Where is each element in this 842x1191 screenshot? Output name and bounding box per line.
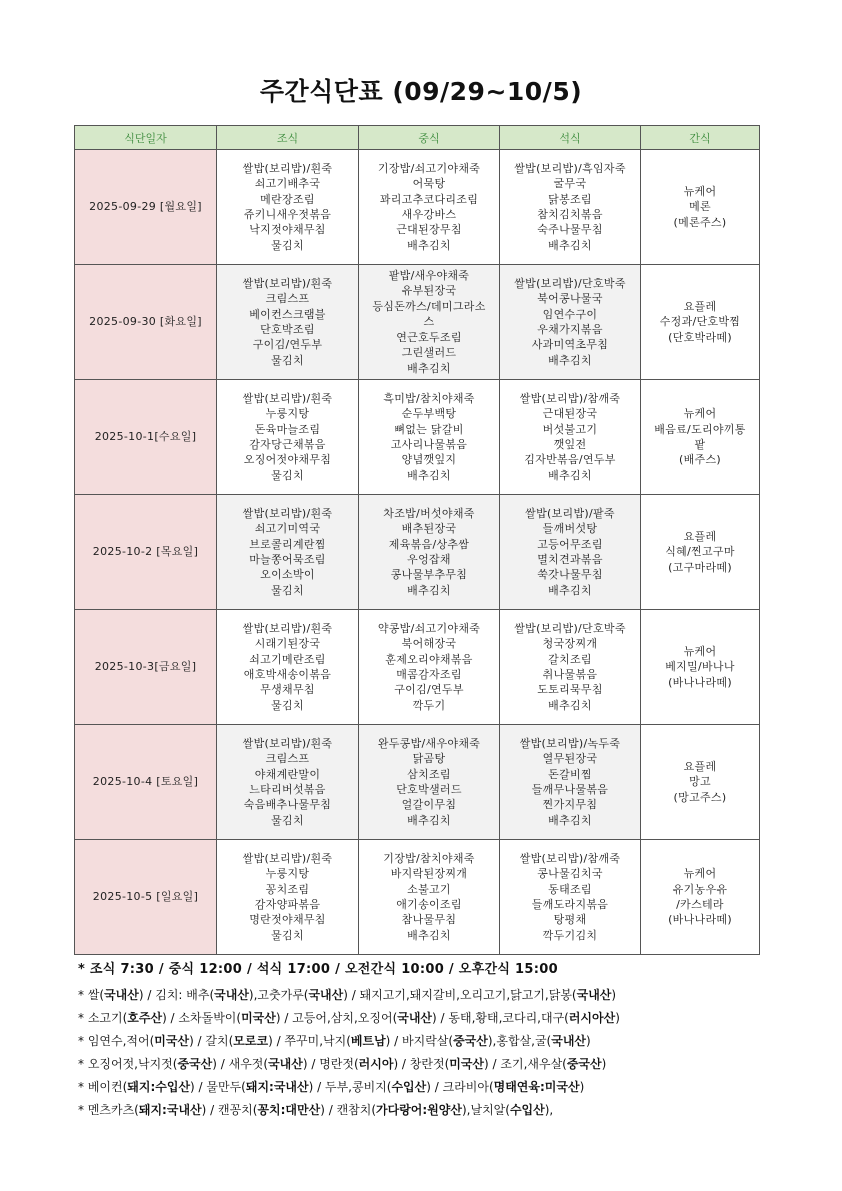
menu-item: 찐가지무침: [542, 798, 598, 812]
menu-item: 요플레: [683, 299, 717, 313]
menu-item: 요플레: [683, 759, 717, 773]
menu-item: 구이김/연두부: [394, 683, 464, 697]
menu-item: 쌀밥(보리밥)/팥죽: [525, 506, 615, 520]
menu-item: 배추김치: [407, 813, 451, 827]
menu-item: 쌀밥(보리밥)/흰죽: [242, 736, 333, 750]
menu-item: (바나나라떼): [668, 913, 732, 927]
menu-item: 마늘쫑어묵조림: [249, 553, 326, 566]
menu-item: 쑥갓나물무침: [537, 568, 603, 582]
menu-item: 배추김치: [407, 583, 451, 597]
date-cell: 2025-09-30 [화요일]: [75, 265, 217, 380]
snack-cell: [641, 840, 760, 955]
menu-item: 쌀밥(보리밥)/흰죽: [242, 276, 333, 290]
table-row: [75, 380, 760, 495]
date-cell: 2025-10-1[수요일]: [75, 380, 217, 495]
table-row: [75, 725, 760, 840]
menu-item: 배추김치: [548, 813, 592, 827]
origin-line: * 쌀(국내산) / 김치: 배추(국내산),고춧가루(국내산) / 돼지고기,돼지갈비,오리고기,닭고기,닭봉(국내산): [78, 988, 617, 1002]
menu-item: 그린샐러드: [401, 346, 457, 360]
breakfast-cell: [217, 610, 359, 725]
breakfast-cell: [217, 150, 359, 265]
menu-item: 쌀밥(보리밥)/흰죽: [242, 851, 333, 865]
menu-item: 근대된장무침: [396, 223, 462, 237]
menu-item: 우엉잡채: [407, 553, 451, 566]
table-header-row: [75, 126, 760, 150]
menu-item: 등심돈까스/데미그라소: [372, 299, 486, 313]
menu-item: (메론주스): [673, 215, 727, 229]
menu-item: 누룽지탕: [265, 407, 310, 421]
menu-item: 훈제오리야채볶음: [385, 652, 473, 666]
menu-item: 들깨무나물볶음: [531, 783, 609, 796]
menu-item: 완두콩밥/새우야채죽: [377, 736, 481, 750]
menu-item: 고등어무조림: [537, 537, 603, 551]
menu-item: 깻잎전: [553, 438, 587, 451]
snack-cell: [641, 610, 760, 725]
breakfast-cell: [217, 380, 359, 495]
menu-item: 연근호두조림: [396, 330, 462, 344]
origin-line: * 오징어젓,낙지젓(중국산) / 새우젓(국내산) / 명란젓(러시아) / 창란젓(미국산) / 조기,새우살(중국산): [78, 1057, 607, 1071]
menu-item: 쌀밥(보리밥)/녹두죽: [519, 736, 621, 750]
menu-item: 꽈리고추코다리조림: [379, 192, 479, 206]
snack-cell: [641, 725, 760, 840]
lunch-cell: [359, 495, 500, 610]
breakfast-cell: [217, 495, 359, 610]
menu-item: 물김치: [271, 813, 304, 827]
menu-item: 시래기된장국: [254, 637, 321, 651]
menu-item: 기장밥/쇠고기야채죽: [377, 161, 481, 175]
menu-item: 배추김치: [407, 468, 451, 482]
menu-item: 바지락된장찌개: [390, 867, 468, 881]
menu-item: /카스테라: [676, 898, 724, 911]
menu-item: 식혜/찐고구마: [665, 545, 735, 559]
menu-item: 순두부백탕: [401, 407, 457, 421]
menu-item: (배주스): [679, 453, 721, 467]
menu-item: 배추김치: [548, 698, 592, 712]
menu-item: 쇠고기미역국: [254, 522, 321, 536]
menu-item: 깍두기: [412, 698, 446, 712]
origin-line: * 소고기(호주산) / 소차돌박이(미국산) / 고등어,삼치,오징어(국내산) / 동태,황태,코다리,대구(러시아산): [78, 1011, 620, 1025]
menu-item: 숙음배추나물무침: [243, 798, 332, 812]
menu-item: 감자양파볶음: [254, 898, 321, 911]
menu-item: 쌀밥(보리밥)/흰죽: [242, 506, 333, 520]
breakfast-cell: [217, 265, 359, 380]
menu-item: 배추김치: [548, 238, 592, 252]
menu-item: 베이컨스크램블: [249, 307, 326, 321]
menu-item: 어묵탕: [412, 177, 446, 191]
table-row: [75, 265, 760, 380]
menu-item: 수정과/단호박찜: [659, 315, 741, 329]
menu-item: 배추김치: [407, 361, 451, 375]
menu-item: 청국장찌개: [542, 637, 598, 651]
dinner-cell: [500, 840, 641, 955]
notes-section: [78, 958, 778, 1122]
menu-item: 브로콜리계란찜: [249, 537, 326, 551]
menu-item: 돈갈비찜: [548, 767, 592, 781]
table-body: [75, 150, 760, 955]
table-row: [75, 840, 760, 955]
menu-item: 뼈없는 닭갈비: [394, 422, 464, 436]
menu-item: 버섯불고기: [542, 422, 598, 436]
menu-item: 취나물볶음: [542, 668, 598, 681]
menu-item: 참나물무침: [401, 913, 457, 927]
menu-item: 배추김치: [407, 928, 451, 942]
menu-item: 꽁치조림: [265, 882, 310, 896]
menu-item: (망고주스): [673, 790, 727, 804]
menu-item: 망고: [689, 775, 711, 789]
menu-item: 콩나물부추무침: [390, 568, 468, 582]
menu-item: 쌀밥(보리밥)/단호박죽: [514, 621, 626, 635]
menu-item: 제육볶음/상추쌈: [388, 537, 470, 551]
page-title: 주간식단표 (09/29~10/5): [259, 77, 583, 106]
menu-item: 쌀밥(보리밥)/흑임자죽: [514, 161, 626, 175]
menu-item: 돈육마늘조림: [254, 422, 321, 436]
menu-item: 느타리버섯볶음: [249, 783, 326, 796]
lunch-cell: [359, 610, 500, 725]
header-dinner: 석식: [500, 126, 641, 150]
menu-item: 쥬키니새우젓볶음: [243, 208, 332, 221]
date-cell: 2025-10-4 [토요일]: [75, 725, 217, 840]
header-snack: 간식: [641, 126, 760, 150]
dinner-cell: [500, 610, 641, 725]
menu-item: 단호박샐러드: [396, 783, 462, 796]
menu-item: 쌀밥(보리밥)/단호박죽: [514, 276, 626, 290]
menu-item: 새우강바스: [401, 208, 457, 221]
menu-item: 숙주나물무침: [537, 223, 603, 237]
date-cell: 2025-10-2 [목요일]: [75, 495, 217, 610]
menu-item: 팥밥/새우야채죽: [388, 269, 470, 283]
menu-item: 뉴케어: [683, 644, 717, 658]
menu-item: 물김치: [271, 583, 304, 597]
menu-item: 베지밀/바나나: [665, 660, 735, 674]
menu-item: 배추김치: [548, 583, 592, 597]
menu-item: 고사리나물볶음: [390, 438, 468, 451]
menu-item: 크림스프: [265, 752, 310, 766]
menu-item: 김자반볶음/연두부: [524, 453, 616, 467]
dinner-cell: [500, 495, 641, 610]
menu-item: 얼갈이무침: [401, 798, 457, 812]
menu-item: 도토리묵무침: [537, 683, 603, 697]
origin-line: * 임연수,적어(미국산) / 갈치(모로코) / 쭈꾸미,낙지(베트남) / 바지락살(중국산),홍합살,굴(국내산): [78, 1034, 591, 1048]
menu-item: 뉴케어: [683, 867, 717, 881]
menu-item: 쌀밥(보리밥)/참깨죽: [519, 851, 621, 865]
menu-item: 물김치: [271, 468, 304, 482]
menu-item: 배음료/도리야끼통: [654, 422, 746, 436]
menu-item: 물김치: [271, 238, 304, 252]
menu-item: 야채계란말이: [254, 767, 321, 781]
breakfast-cell: [217, 725, 359, 840]
menu-item: 구이김/연두부: [252, 338, 323, 352]
menu-item: 배추김치: [407, 238, 451, 252]
menu-item: 양념깻잎지: [401, 453, 457, 467]
dinner-cell: [500, 380, 641, 495]
menu-item: 흑미밥/참치야채죽: [383, 391, 475, 405]
menu-item: 북어콩나물국: [537, 292, 603, 306]
menu-item: 열무된장국: [542, 752, 598, 766]
lunch-cell: [359, 265, 500, 380]
menu-item: 스: [423, 315, 435, 329]
menu-item: 요플레: [683, 529, 717, 543]
menu-item: 쇠고기메란조림: [249, 652, 326, 666]
menu-item: 우채가지볶음: [537, 323, 603, 336]
snack-cell: [641, 495, 760, 610]
menu-item: 기장밥/참치야채죽: [383, 851, 475, 865]
menu-item: 애기송이조림: [396, 898, 462, 911]
menu-item: 깍두기김치: [542, 928, 598, 942]
menu-item: 쌀밥(보리밥)/흰죽: [242, 391, 333, 405]
snack-cell: [641, 265, 760, 380]
menu-item: (단호박라떼): [668, 330, 732, 344]
menu-item: 굴무국: [553, 177, 587, 191]
menu-item: 참치김치볶음: [537, 208, 603, 221]
menu-item: 배추김치: [548, 353, 592, 367]
menu-item: 유부된장국: [401, 284, 457, 298]
menu-item: 오이소박이: [260, 568, 315, 582]
menu-item: (고구마라떼): [668, 560, 732, 574]
menu-item: 뉴케어: [683, 407, 717, 421]
menu-item: 감자당근채볶음: [249, 438, 326, 451]
date-cell: 2025-10-5 [일요일]: [75, 840, 217, 955]
menu-item: 크림스프: [265, 292, 310, 306]
menu-item: 무생채무침: [260, 683, 315, 697]
menu-item: 닭봉조림: [548, 192, 592, 206]
menu-item: 쇠고기배추국: [254, 177, 321, 191]
menu-item: 탕평채: [553, 913, 587, 927]
menu-item: (바나나라떼): [668, 675, 732, 689]
menu-item: 멸치견과볶음: [537, 553, 603, 566]
menu-item: 사과미역초무침: [531, 338, 609, 352]
table-row: [75, 610, 760, 725]
menu-item: 들깨버섯탕: [542, 522, 598, 536]
menu-item: 차조밥/버섯야채죽: [383, 506, 475, 520]
menu-item: 닭곰탕: [412, 752, 446, 766]
dinner-cell: [500, 265, 641, 380]
lunch-cell: [359, 840, 500, 955]
menu-item: 누룽지탕: [265, 867, 310, 881]
menu-item: 임연수구이: [542, 307, 598, 321]
menu-item: 팥: [694, 438, 706, 451]
lunch-cell: [359, 380, 500, 495]
lunch-cell: [359, 150, 500, 265]
lunch-cell: [359, 725, 500, 840]
menu-item: 유기농우유: [672, 882, 728, 896]
menu-item: 단호박조림: [260, 323, 315, 336]
menu-item: 낙지젓야채무침: [249, 223, 326, 237]
menu-item: 애호박새송이볶음: [243, 668, 332, 681]
menu-item: 물김치: [271, 698, 304, 712]
menu-item: 쌀밥(보리밥)/참깨죽: [519, 391, 621, 405]
menu-item: 북어해장국: [401, 637, 457, 651]
weekly-menu-table: [74, 125, 760, 955]
breakfast-cell: [217, 840, 359, 955]
dinner-cell: [500, 725, 641, 840]
menu-item: 메론: [689, 200, 711, 214]
menu-item: 삼치조림: [407, 767, 451, 781]
header-lunch: 중식: [359, 126, 500, 150]
menu-item: 메란장조림: [260, 192, 315, 206]
snack-cell: [641, 150, 760, 265]
menu-item: 배추된장국: [401, 522, 457, 536]
menu-item: 근대된장국: [542, 407, 598, 421]
origin-line: * 멘츠카츠(돼지:국내산) / 캔꽁치(꽁치:대만산) / 캔참치(가다랑어:원양산),날치알(수입산),: [78, 1103, 554, 1117]
menu-item: 약콩밥/쇠고기야채죽: [377, 621, 481, 635]
table-row: [75, 495, 760, 610]
origin-list: [78, 984, 778, 1122]
meal-times: * 조식 7:30 / 중식 12:00 / 석식 17:00 / 오전간식 10:00 / 오후간식 15:00: [78, 962, 558, 977]
menu-item: 물김치: [271, 353, 304, 367]
menu-item: 배추김치: [548, 468, 592, 482]
snack-cell: [641, 380, 760, 495]
date-cell: 2025-10-3[금요일]: [75, 610, 217, 725]
menu-item: 쌀밥(보리밥)/흰죽: [242, 161, 333, 175]
menu-item: 매콤감자조림: [396, 668, 462, 681]
menu-item: 동태조림: [548, 882, 592, 896]
menu-item: 물김치: [271, 928, 304, 942]
date-cell: 2025-09-29 [월요일]: [75, 150, 217, 265]
menu-item: 콩나물김치국: [537, 867, 603, 881]
menu-item: 들깨도라지볶음: [531, 898, 609, 911]
header-date: 식단일자: [75, 126, 217, 150]
menu-item: 오징어젓야채무침: [243, 453, 332, 467]
menu-item: 갈치조림: [548, 652, 592, 666]
menu-item: 뉴케어: [683, 184, 717, 198]
dinner-cell: [500, 150, 641, 265]
menu-item: 소불고기: [407, 882, 451, 896]
origin-line: * 베이컨(돼지:수입산) / 물만두(돼지:국내산) / 두부,콩비지(수입산) / 크라비아(명태연육:미국산): [78, 1080, 585, 1094]
menu-item: 쌀밥(보리밥)/흰죽: [242, 621, 333, 635]
header-breakfast: 조식: [217, 126, 359, 150]
menu-item: 명란젓야채무침: [249, 913, 326, 927]
table-row: [75, 150, 760, 265]
